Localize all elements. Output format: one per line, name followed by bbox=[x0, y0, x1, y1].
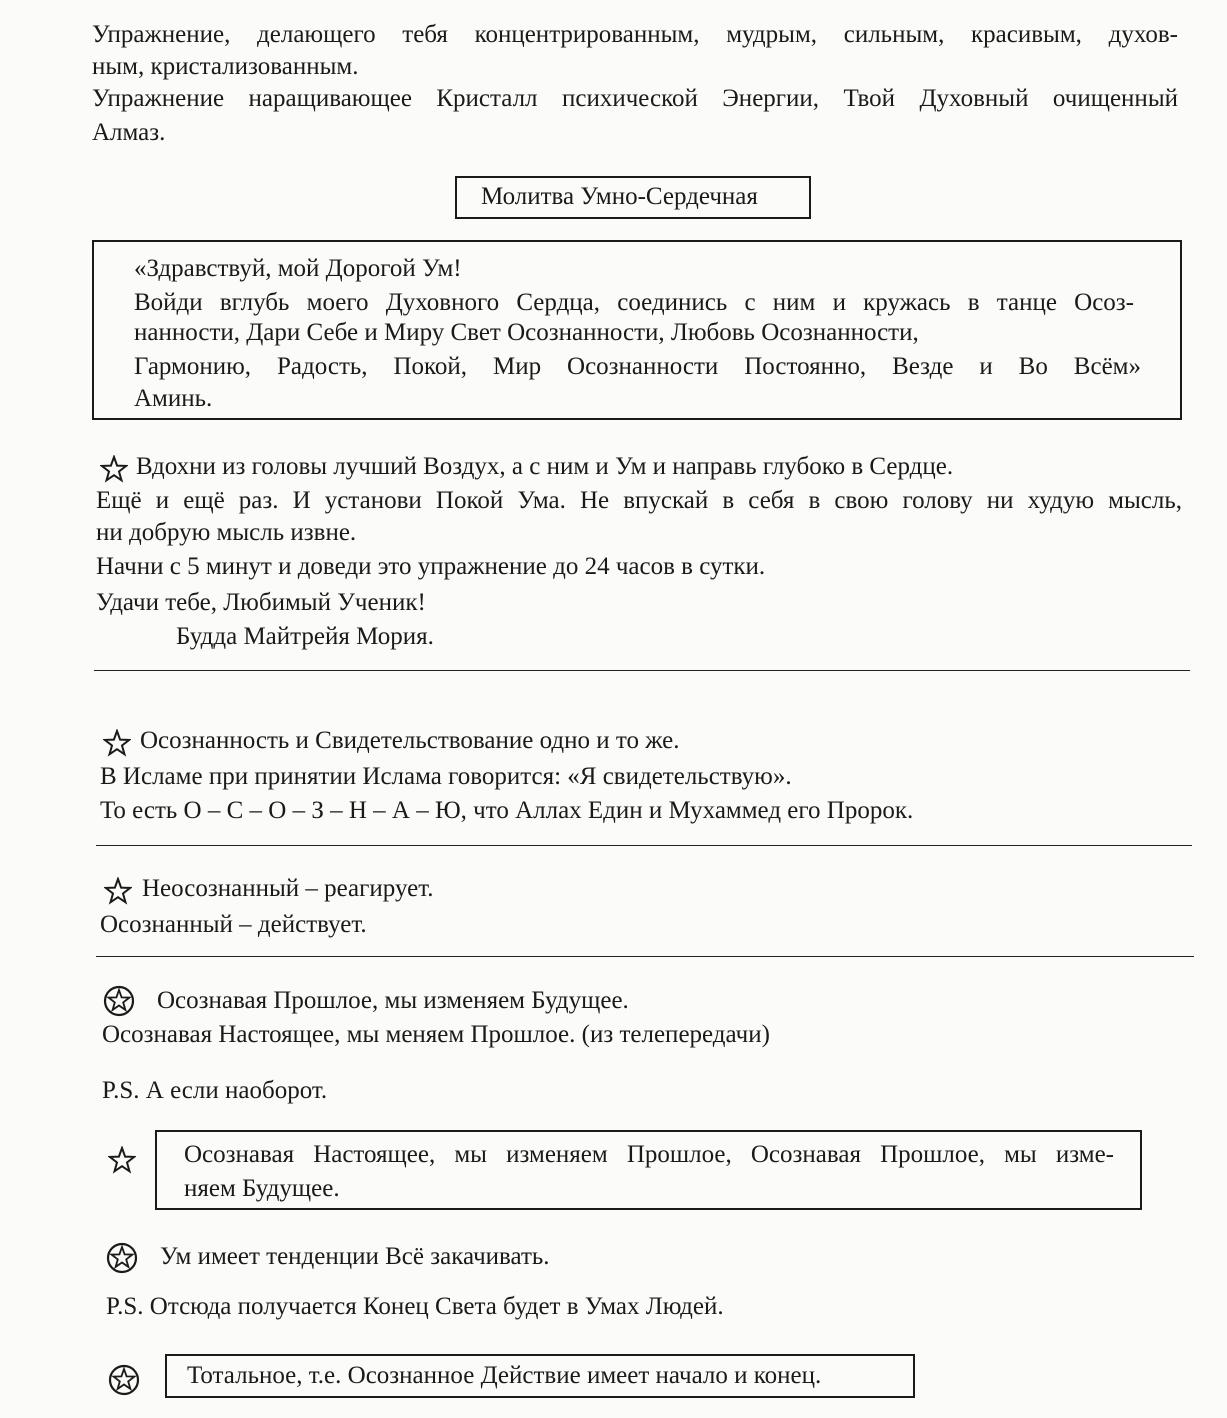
section3-line-2: Осознанный – действует. bbox=[100, 911, 367, 938]
signature: Будда Майтрейя Мория. bbox=[176, 623, 434, 650]
divider bbox=[96, 956, 1194, 957]
section5-line-2: няем Будущее. bbox=[184, 1175, 340, 1202]
intro-line-2: ным, кристализованным. bbox=[92, 53, 359, 80]
star-outline-icon bbox=[103, 729, 131, 757]
section3-line-1: Неосознанный – реагирует. bbox=[142, 875, 434, 902]
section7-line-1: Тотальное, т.е. Осознанное Действие имеет начало и конец. bbox=[187, 1362, 822, 1389]
prayer-title-box bbox=[455, 176, 811, 219]
section4-ps: P.S. А если наоборот. bbox=[102, 1077, 328, 1104]
prayer-title: Молитва Умно-Сердечная bbox=[481, 183, 758, 210]
prayer-line-5: Аминь. bbox=[134, 385, 213, 412]
section5-line-1: Осознавая Настоящее, мы изменяем Прошлое, Осознавая Прошлое, мы изме- bbox=[184, 1141, 1114, 1168]
circled-star-icon bbox=[103, 985, 135, 1017]
prayer-line-1: «Здравствуй, мой Дорогой Ум! bbox=[134, 255, 462, 282]
section1-line-3: ни добрую мысль извне. bbox=[96, 519, 357, 546]
section2-line-3: То есть О – С – О – З – Н – А – Ю, что Аллах Един и Мухаммед его Пророк. bbox=[100, 797, 914, 824]
section6-line-1: Ум имеет тенденции Всё закачивать. bbox=[160, 1243, 550, 1270]
section7-box bbox=[165, 1354, 915, 1398]
section6-ps: P.S. Отсюда получается Конец Света будет в Умах Людей. bbox=[106, 1293, 724, 1320]
prayer-line-3: нанности, Дари Себе и Миру Свет Осознанности, Любовь Осознанности, bbox=[134, 319, 919, 346]
circled-star-icon bbox=[106, 1242, 138, 1274]
section2-line-1: Осознанность и Свидетельствование одно и то же. bbox=[140, 727, 680, 754]
intro-line-4: Алмаз. bbox=[92, 119, 166, 146]
divider bbox=[94, 670, 1190, 671]
star-outline-icon bbox=[104, 877, 132, 905]
section1-line-1: Вдохни из головы лучший Воздух, а с ним и Ум и направь глубоко в Сердце. bbox=[136, 453, 954, 480]
prayer-line-4: Гармонию, Радость, Покой, Мир Осознанности Постоянно, Везде и Во Всём» bbox=[134, 353, 1141, 380]
section1-line-2: Ещё и ещё раз. И установи Покой Ума. Не впускай в себя в свою голову ни худую мысль, bbox=[96, 487, 1182, 514]
circled-star-icon bbox=[108, 1364, 140, 1396]
star-outline-icon bbox=[108, 1146, 136, 1174]
intro-line-3: Упражнение наращивающее Кристалл психической Энергии, Твой Духовный очищенный bbox=[92, 85, 1178, 112]
section1-line-5: Удачи тебе, Любимый Ученик! bbox=[96, 589, 426, 616]
section4-line-2: Осознавая Настоящее, мы меняем Прошлое. (из телепередачи) bbox=[102, 1021, 770, 1048]
star-outline-icon bbox=[100, 455, 128, 483]
divider bbox=[96, 845, 1192, 846]
intro-line-1: Упражнение, делающего тебя концентрированным, мудрым, сильным, красивым, духов- bbox=[92, 21, 1178, 48]
section4-line-1: Осознавая Прошлое, мы изменяем Будущее. bbox=[157, 987, 629, 1014]
section2-line-2: В Исламе при принятии Ислама говорится: «Я свидетельствую». bbox=[100, 763, 792, 790]
section5-box bbox=[155, 1130, 1142, 1210]
prayer-line-2: Войди вглубь моего Духовного Сердца, соединись с ним и кружась в танце Осоз- bbox=[134, 289, 1134, 316]
section1-line-4: Начни с 5 минут и доведи это упражнение до 24 часов в сутки. bbox=[96, 553, 766, 580]
prayer-box bbox=[92, 240, 1182, 420]
